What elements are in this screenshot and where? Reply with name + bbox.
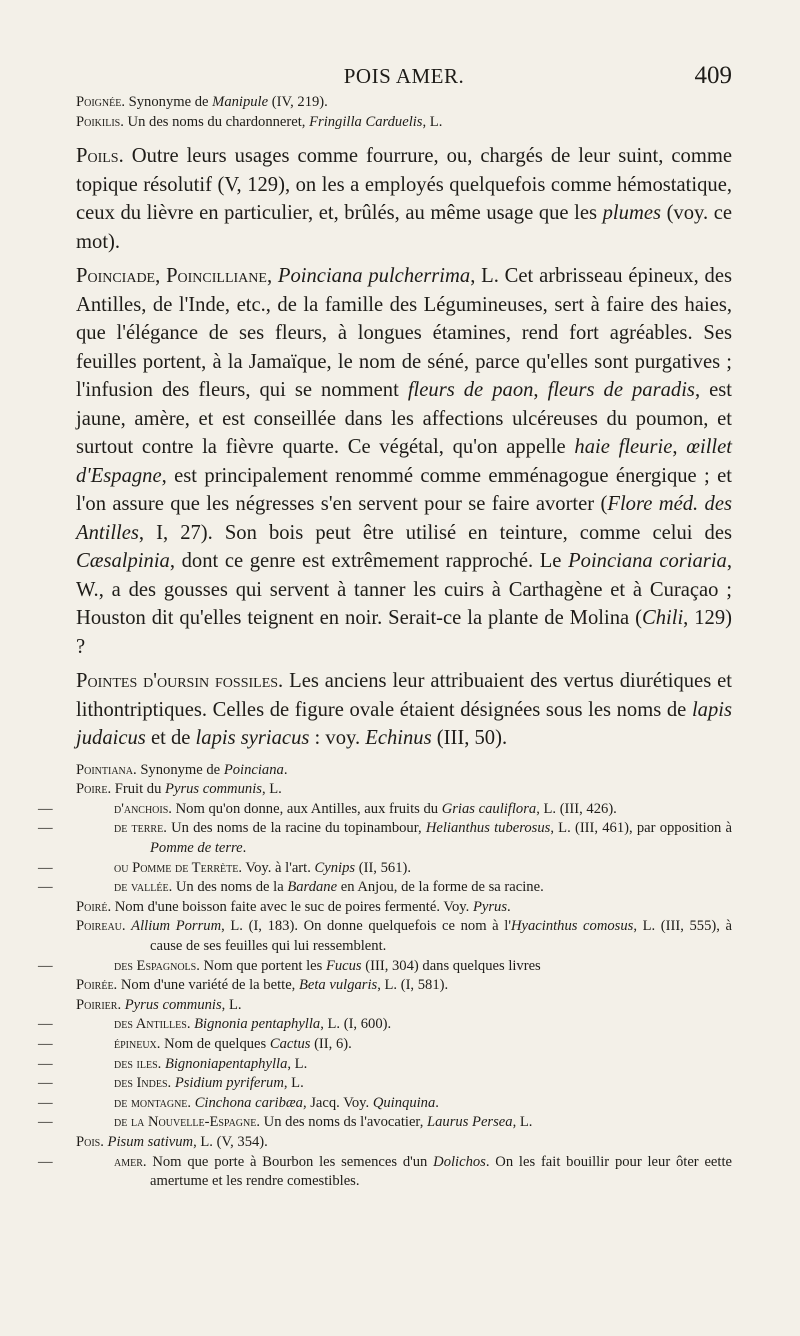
entry-poirier-iles: [38, 1055, 732, 1075]
entry-poils: [76, 142, 732, 256]
entry-dash: —: [38, 859, 53, 876]
entry-text: Les anciens leur attribuaient des vertus diurétiques et lithontriptiques. Celles de figure ovale étaient désignées sous les noms de lapis judaicus et de lapis syriacus : voy. Echinus (III, 50).: [76, 670, 732, 750]
entry-headword: de montagne.: [114, 1094, 192, 1111]
entry-headword: Pois.: [76, 1133, 104, 1150]
entry-dash: —: [38, 1036, 53, 1052]
entry-text: Pisum sativum, L. (V, 354).: [107, 1133, 268, 1150]
entry-poikilis: [76, 113, 732, 133]
entry-headword: Poikilis.: [76, 113, 124, 130]
entry-text: Allium Porrum, L. (I, 183). On donne quelquefois ce nom à l'Hyacinthus comosus, L. (III, 555), à cause de ses feuilles qui lui ressemblent.: [131, 918, 732, 955]
page-number: 409: [694, 62, 732, 89]
entry-text: Poinciana pulcherrima, L. Cet arbrisseau épineux, des Antilles, de l'Inde, etc., de la famille des Légumineuses, sert à faire des haies, que l'élégance de ses fleurs, à longues étamines, rend fort agréables. Ses feuilles portent, à la Jamaïque, le nom de séné, parce qu'elles sont purgatives ; l'infusion des fleurs, qui se nomment fleurs de paon, fleurs de paradis, est jaune, amère, et est conseillée dans les affections ulcéreuses du poumon, et surtout contre la fièvre quarte. Ce végétal, qu'on appelle haie fleurie, œillet d'Espagne, est principalement renommé comme emménagogue énergique ; et l'on assure que les négresses s'en servent pour se faire avorter (Flore méd. des Antilles, I, 27). Son bois peut être utilisé en teinture, comme celui des Cæsalpinia, dont ce genre est extrêmement rapproché. Le Poinciana coriaria, W., a des gousses qui servent à tanner les cuirs à Carthagène et à Curaçao ; Houston dit qu'elles teignent en noir. Serait-ce la plante de Molina (Chili, 129) ?: [76, 265, 733, 658]
entry-poirier-montagne: [38, 1094, 732, 1114]
entry-text: Synonyme de Manipule (IV, 219).: [128, 94, 328, 110]
entry-poirier: [76, 996, 732, 1016]
entry-poirier-epineux: [38, 1035, 732, 1055]
running-title: POIS AMER.: [343, 64, 465, 88]
entry-text: Nom d'une boisson faite avec le suc de poires fermenté. Voy. Pyrus.: [114, 898, 511, 915]
entry-text: Psidium pyriferum, L.: [174, 1075, 304, 1092]
entry-headword: Pointiana.: [76, 761, 137, 778]
entry-dash: —: [38, 1016, 53, 1033]
entry-text: Nom que porte à Bourbon les semences d'un Dolichos. On les fait bouillir pour leur ôter eette amertume et les rendre comestibles.: [150, 1153, 732, 1190]
entry-pointes: [76, 667, 732, 753]
entry-text: Voy. à l'art. Cynips (II, 561).: [245, 859, 412, 876]
entry-text: Pyrus communis, L.: [124, 996, 242, 1013]
entry-poire-terrete: [38, 859, 732, 879]
entry-headword: des Antilles.: [114, 1016, 191, 1033]
entry-poire: [76, 780, 732, 800]
dictionary-entries: [38, 93, 733, 1192]
entry-headword: des iles.: [114, 1055, 162, 1072]
entry-headword: Poirier.: [76, 996, 122, 1013]
entry-poireau: [76, 917, 732, 956]
entry-poire2: [76, 898, 732, 918]
entry-text: Un des noms de la Bardane en Anjou, de la forme de sa racine.: [175, 879, 544, 896]
entry-dash: —: [38, 1114, 53, 1131]
entry-text: Nom de quelques Cactus (II, 6).: [164, 1036, 352, 1052]
entry-headword: épineux.: [114, 1036, 161, 1052]
entry-dash: —: [38, 820, 53, 837]
entry-headword: Poiré.: [76, 898, 112, 915]
entry-dash: —: [38, 800, 53, 817]
entry-headword: amer.: [114, 1153, 147, 1170]
entry-headword: Poils.: [76, 145, 124, 168]
entry-text: Outre leurs usages comme fourrure, ou, chargés de leur suint, comme topique résolutif (V, 129), on les a employés quelquefois comme hémostatique, ceux du lièvre en particulier, et, brûlés, au même usage que les plumes (voy. ce mot).: [76, 145, 733, 253]
entry-text: Nom qu'on donne, aux Antilles, aux fruits du Grias cauliflora, L. (III, 426).: [175, 800, 617, 817]
entry-headword: Poirée.: [76, 977, 118, 994]
entry-headword: d'anchois.: [114, 800, 172, 817]
entry-text: Bignonia pentaphylla, L. (I, 600).: [194, 1016, 392, 1033]
entry-poirier-indes: [38, 1074, 732, 1094]
entry-pois: [76, 1133, 732, 1153]
entry-headword: Pointes d'oursin fossiles.: [76, 670, 284, 693]
page-header: [76, 62, 732, 96]
entry-dash: —: [38, 879, 53, 896]
entry-pois-amer: [38, 1153, 732, 1192]
entry-poirier-nouvelle: [38, 1113, 732, 1133]
entry-headword: de vallée.: [114, 879, 173, 896]
entry-text: Un des noms du chardonneret, Fringilla Carduelis, L.: [127, 113, 443, 130]
entry-dash: —: [38, 1055, 53, 1072]
entry-text: Bignoniapentaphylla, L.: [164, 1055, 308, 1072]
entry-headword: ou Pomme de Terrète.: [114, 859, 243, 876]
entry-headword: des Espagnols.: [114, 957, 200, 974]
entry-dash: —: [38, 1075, 53, 1092]
entry-headword: Poignée.: [76, 94, 125, 110]
entry-headword: de terre.: [114, 820, 167, 837]
entry-headword: Poinciade, Poincilliane,: [76, 265, 273, 288]
entry-dash: —: [38, 1094, 53, 1111]
entry-headword: des Indes.: [114, 1075, 172, 1092]
entry-headword: Poire.: [76, 781, 112, 798]
entry-text: Un des noms ds l'avocatier, Laurus Persea, L.: [263, 1114, 533, 1131]
entry-poignee: [76, 93, 732, 113]
entry-dash: —: [38, 957, 53, 974]
entry-text: Nom que portent les Fucus (III, 304) dans quelques livres: [203, 957, 541, 974]
entry-text: Synonyme de Poinciana.: [140, 761, 288, 778]
entry-poinciade: [76, 262, 732, 661]
entry-dash: —: [38, 1153, 53, 1170]
entry-poire-vallee: [38, 878, 732, 898]
entry-headword: Poireau.: [76, 918, 126, 935]
entry-pointiana: [76, 761, 732, 781]
entry-poire-anchois: [38, 800, 732, 820]
entry-poiree: [76, 976, 732, 996]
entry-poire-terre: [38, 819, 733, 858]
entry-text: Un des noms de la racine du topinambour, Helianthus tuberosus, L. (III, 461), par opposition à Pomme de terre.: [150, 820, 733, 857]
entry-text: Fruit du Pyrus communis, L.: [114, 781, 282, 798]
entry-text: Cinchona caribæa, Jacq. Voy. Quinquina.: [194, 1094, 439, 1111]
entry-headword: de la Nouvelle-Espagne.: [114, 1114, 260, 1131]
entry-poireau-espagnols: [38, 957, 732, 977]
entry-poirier-antilles: [38, 1015, 732, 1035]
entry-text: Nom d'une variété de la bette, Beta vulgaris, L. (I, 581).: [120, 977, 449, 994]
